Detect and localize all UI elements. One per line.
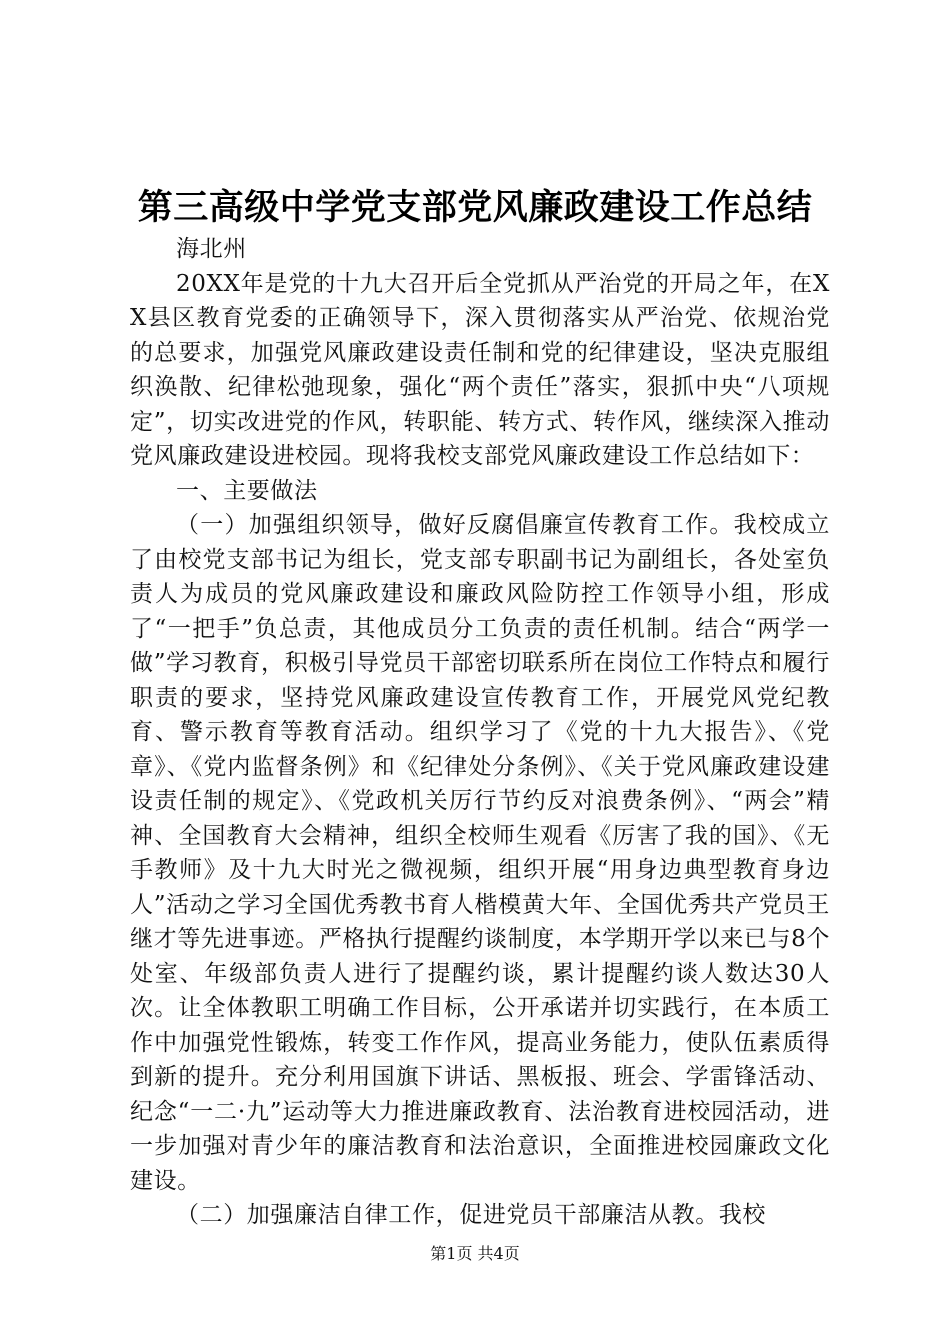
document-body [130, 232, 830, 1233]
paragraph-item-2: （二）加强廉洁自律工作，促进党员干部廉洁从教。我校 [176, 1202, 766, 1228]
section-heading: 一、主要做法 [176, 477, 318, 504]
paragraph-intro: 20XX年是党的十九大召开后全党抓从严治党的开局之年，在XX县区教育党委的正确领导下，深入贯彻落实从严治党、依规治党的总要求，加强党风廉政建设责任制和党的纪律建设，坚决克服组织涣散、纪律松弛现象，强化“两个责任”落实，狠抓中央“八项规定”，切实改进党的作风，转职能、转方式、转作风，继续深入推动党风廉政建设进校园。现将我校支部党风廉政建设工作总结如下： [130, 270, 830, 469]
location-line: 海北州 [176, 236, 247, 262]
page-number-footer: 第1页 共4页 [430, 1244, 520, 1263]
page-title: 第三高级中学党支部党风廉政建设工作总结 [137, 188, 813, 228]
paragraph-item-1: （一）加强组织领导，做好反腐倡廉宣传教育工作。我校成立了由校党支部书记为组长，党支部专职副书记为副组长，各处室负责人为成员的党风廉政建设和廉政风险防控工作领导小组，形成了“一把手”负总责，其他成员分工负责的责任机制。结合“两学一做”学习教育，积极引导党员干部密切联系所在岗位工作特点和履行职责的要求，坚持党风廉政建设宣传教育工作，开展党风党纪教育、警示教育等教育活动。组织学习了《党的十九大报告》、《党章》、《党内监督条例》和《纪律处分条例》、《关于党风廉政建设建设责任制的规定》、《党政机关厉行节约反对浪费条例》、“两会”精神、全国教育大会精神，组织全校师生观看《厉害了我的国》、《无手教师》及十九大时光之微视频，组织开展“用身边典型教育身边人”活动之学习全国优秀教书育人楷模黄大年、全国优秀共产党员王继才等先进事迹。严格执行提醒约谈制度，本学期开学以来已与8个处室、年级部负责人进行了提醒约谈，累计提醒约谈人数达30人次。让全体教职工明确工作目标，公开承诺并切实践行，在本质工作中加强党性锻炼，转变工作作风，提高业务能力，使队伍素质得到新的提升。充分利用国旗下讲话、黑板报、班会、学雷锋活动、纪念“一二·九”运动等大力推进廉政教育、法治教育进校园活动，进一步加强对青少年的廉洁教育和法治意识，全面推进校园廉政文化建设。 [130, 512, 830, 1194]
